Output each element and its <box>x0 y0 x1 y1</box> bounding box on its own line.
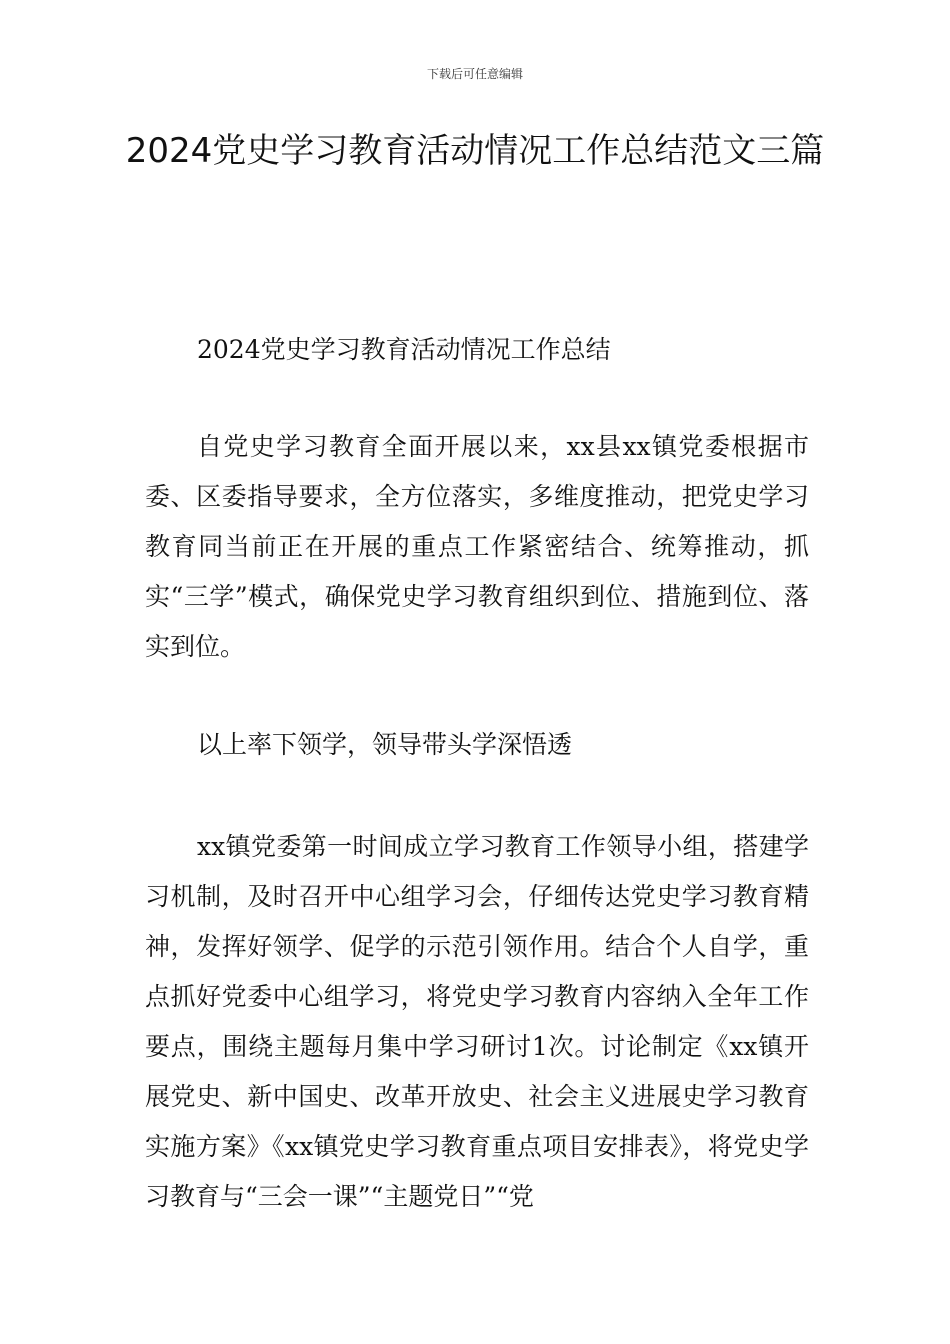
header-note: 下载后可任意编辑 <box>426 67 523 81</box>
section-subtitle: 2024党史学习教育活动情况工作总结 <box>197 335 611 364</box>
body-paragraph: 自党史学习教育全面开展以来，xx县xx镇党委根据市委、区委指导要求，全方位落实，多维度推动，把党史学习教育同当前正在开展的重点工作紧密结合、统筹推动，抓实“三学”模式，确保党史学习教育组织到位、措施到位、落实到位。 <box>145 432 809 661</box>
document-title: 2024党史学习教育活动情况工作总结范文三篇 <box>125 131 825 171</box>
section-heading: 以上率下领学，领导带头学深悟透 <box>197 730 573 759</box>
body-paragraph: xx镇党委第一时间成立学习教育工作领导小组，搭建学习机制，及时召开中心组学习会，仔细传达党史学习教育精神，发挥好领学、促学的示范引领作用。结合个人自学，重点抓好党委中心组学习，将党史学习教育内容纳入全年工作要点，围绕主题每月集中学习研讨1次。讨论制定《xx镇开展党史、新中国史、改革开放史、社会主义进展史学习教育实施方案》《xx镇党史学习教育重点项目安排表》，将党史学习教育与“三会一课”“主题党日”“党 <box>145 832 809 1211</box>
